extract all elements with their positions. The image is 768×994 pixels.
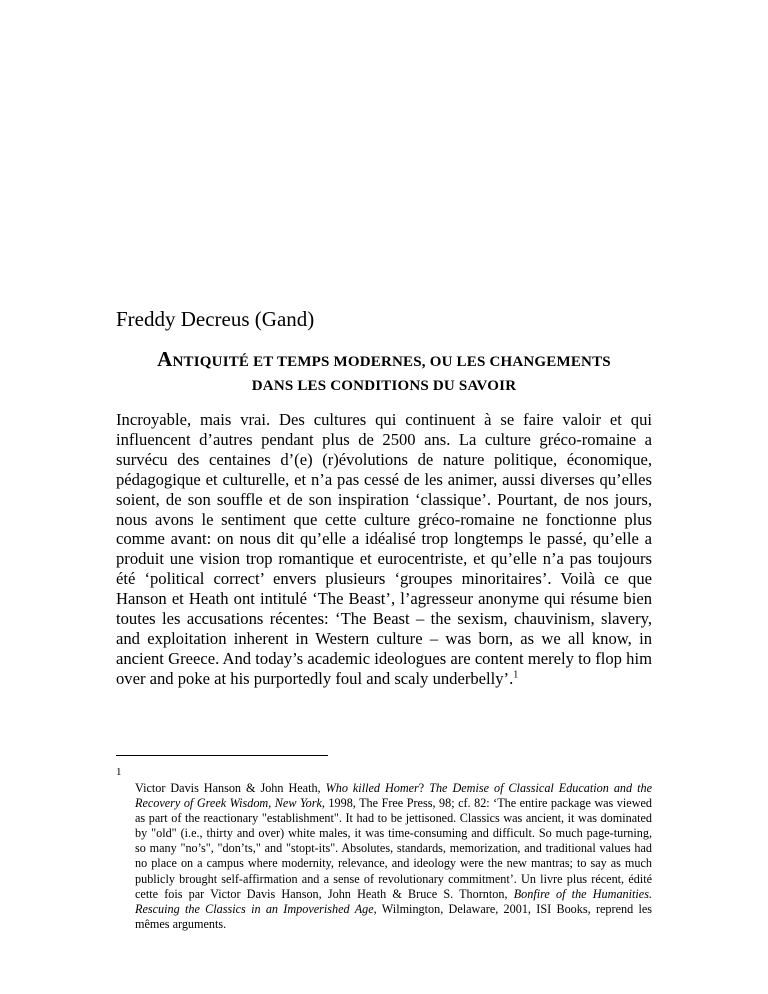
title-line-1: [116, 347, 652, 374]
footnote-text: [135, 781, 652, 932]
footnote-part-4: Wilmington, Delaware, 2001, ISI Books, reprend les mêmes arguments.: [135, 901, 652, 931]
article-title: [116, 347, 652, 398]
footnote-number: 1: [116, 766, 122, 778]
footnote-reference: 1: [513, 669, 519, 681]
footnote-part-2: ?: [418, 781, 430, 795]
footnote-book-title-2: Bonfire of the Humanities. Rescuing the Classics in an Impoverished Age,: [135, 886, 652, 916]
title-line-2: DANS LES CONDITIONS DU SAVOIR: [251, 378, 517, 394]
author-name: Freddy Decreus (Gand): [116, 307, 315, 331]
footnote-book-title-1: Who killed Homer: [325, 781, 419, 795]
footnote-book-subtitle-1: The Demise of Classical Education and the Recovery of Greek Wisdom, New York,: [135, 781, 652, 811]
title-line-1-text: NTIQUITÉ ET TEMPS MODERNES, OU LES CHANGEMENTS: [172, 354, 611, 370]
title-initial: A: [157, 347, 173, 371]
body-paragraph: [116, 410, 652, 689]
footnote-part-3: 1998, The Free Press, 98; cf. 82: ‘The entire package was viewed as part of the reactionary "establishment". It had to be jettisoned. Classics was ancient, it was dominated by "old" (i.e., thirty and over) white males, it was time-consuming and difficult. So much page-turning, so many "no’s", "don’ts," and "stopt-its". Absolutes, standards, memorization, and traditional values had no place on a campus where modernity, relevance, and ideology were the new mantras; to say as much publicly brought self-affirmation and a sense of revolutionary commitment’. Un livre plus récent, édité cette fois par Victor Davis Hanson, John Heath & Bruce S. Thornton,: [135, 796, 653, 901]
body-text: Incroyable, mais vrai. Des cultures qui continuent à se faire valoir et qui influencent d’autres pendant plus de 2500 ans. La culture gréco-romaine a survécu des centaines d’(e) (r)évolutions de nature politique, économique, pédagogique et culturelle, et n’a pas cessé de les animer, aussi diverses qu’elles soient, de son souffle et de son inspiration ‘classique’. Pourtant, de nos jours, nous avons le sentiment que cette culture gréco-romaine ne fonctionne plus comme avant: on nous dit qu’elle a idéalisé trop longtemps le passé, qu’elle a produit une vision trop romantique et eurocentriste, et qu’elle n’a pas toujours été ‘political correct’ envers plusieurs ‘groupes minoritaires’. Voilà ce que Hanson et Heath ont intitulé ‘The Beast’, l’agresseur anonyme qui résume bien toutes les accusations récentes: ‘The Beast – the sexism, chauvinism, slavery, and exploitation inherent in Western culture – was born, as we all know, in ancient Greece. And today’s academic ideologues are content merely to flop him over and poke at his purportedly foul and scaly underbelly’.: [116, 410, 652, 688]
footnote-separator: [116, 755, 328, 756]
footnote-part-1: Victor Davis Hanson & John Heath,: [135, 781, 326, 795]
